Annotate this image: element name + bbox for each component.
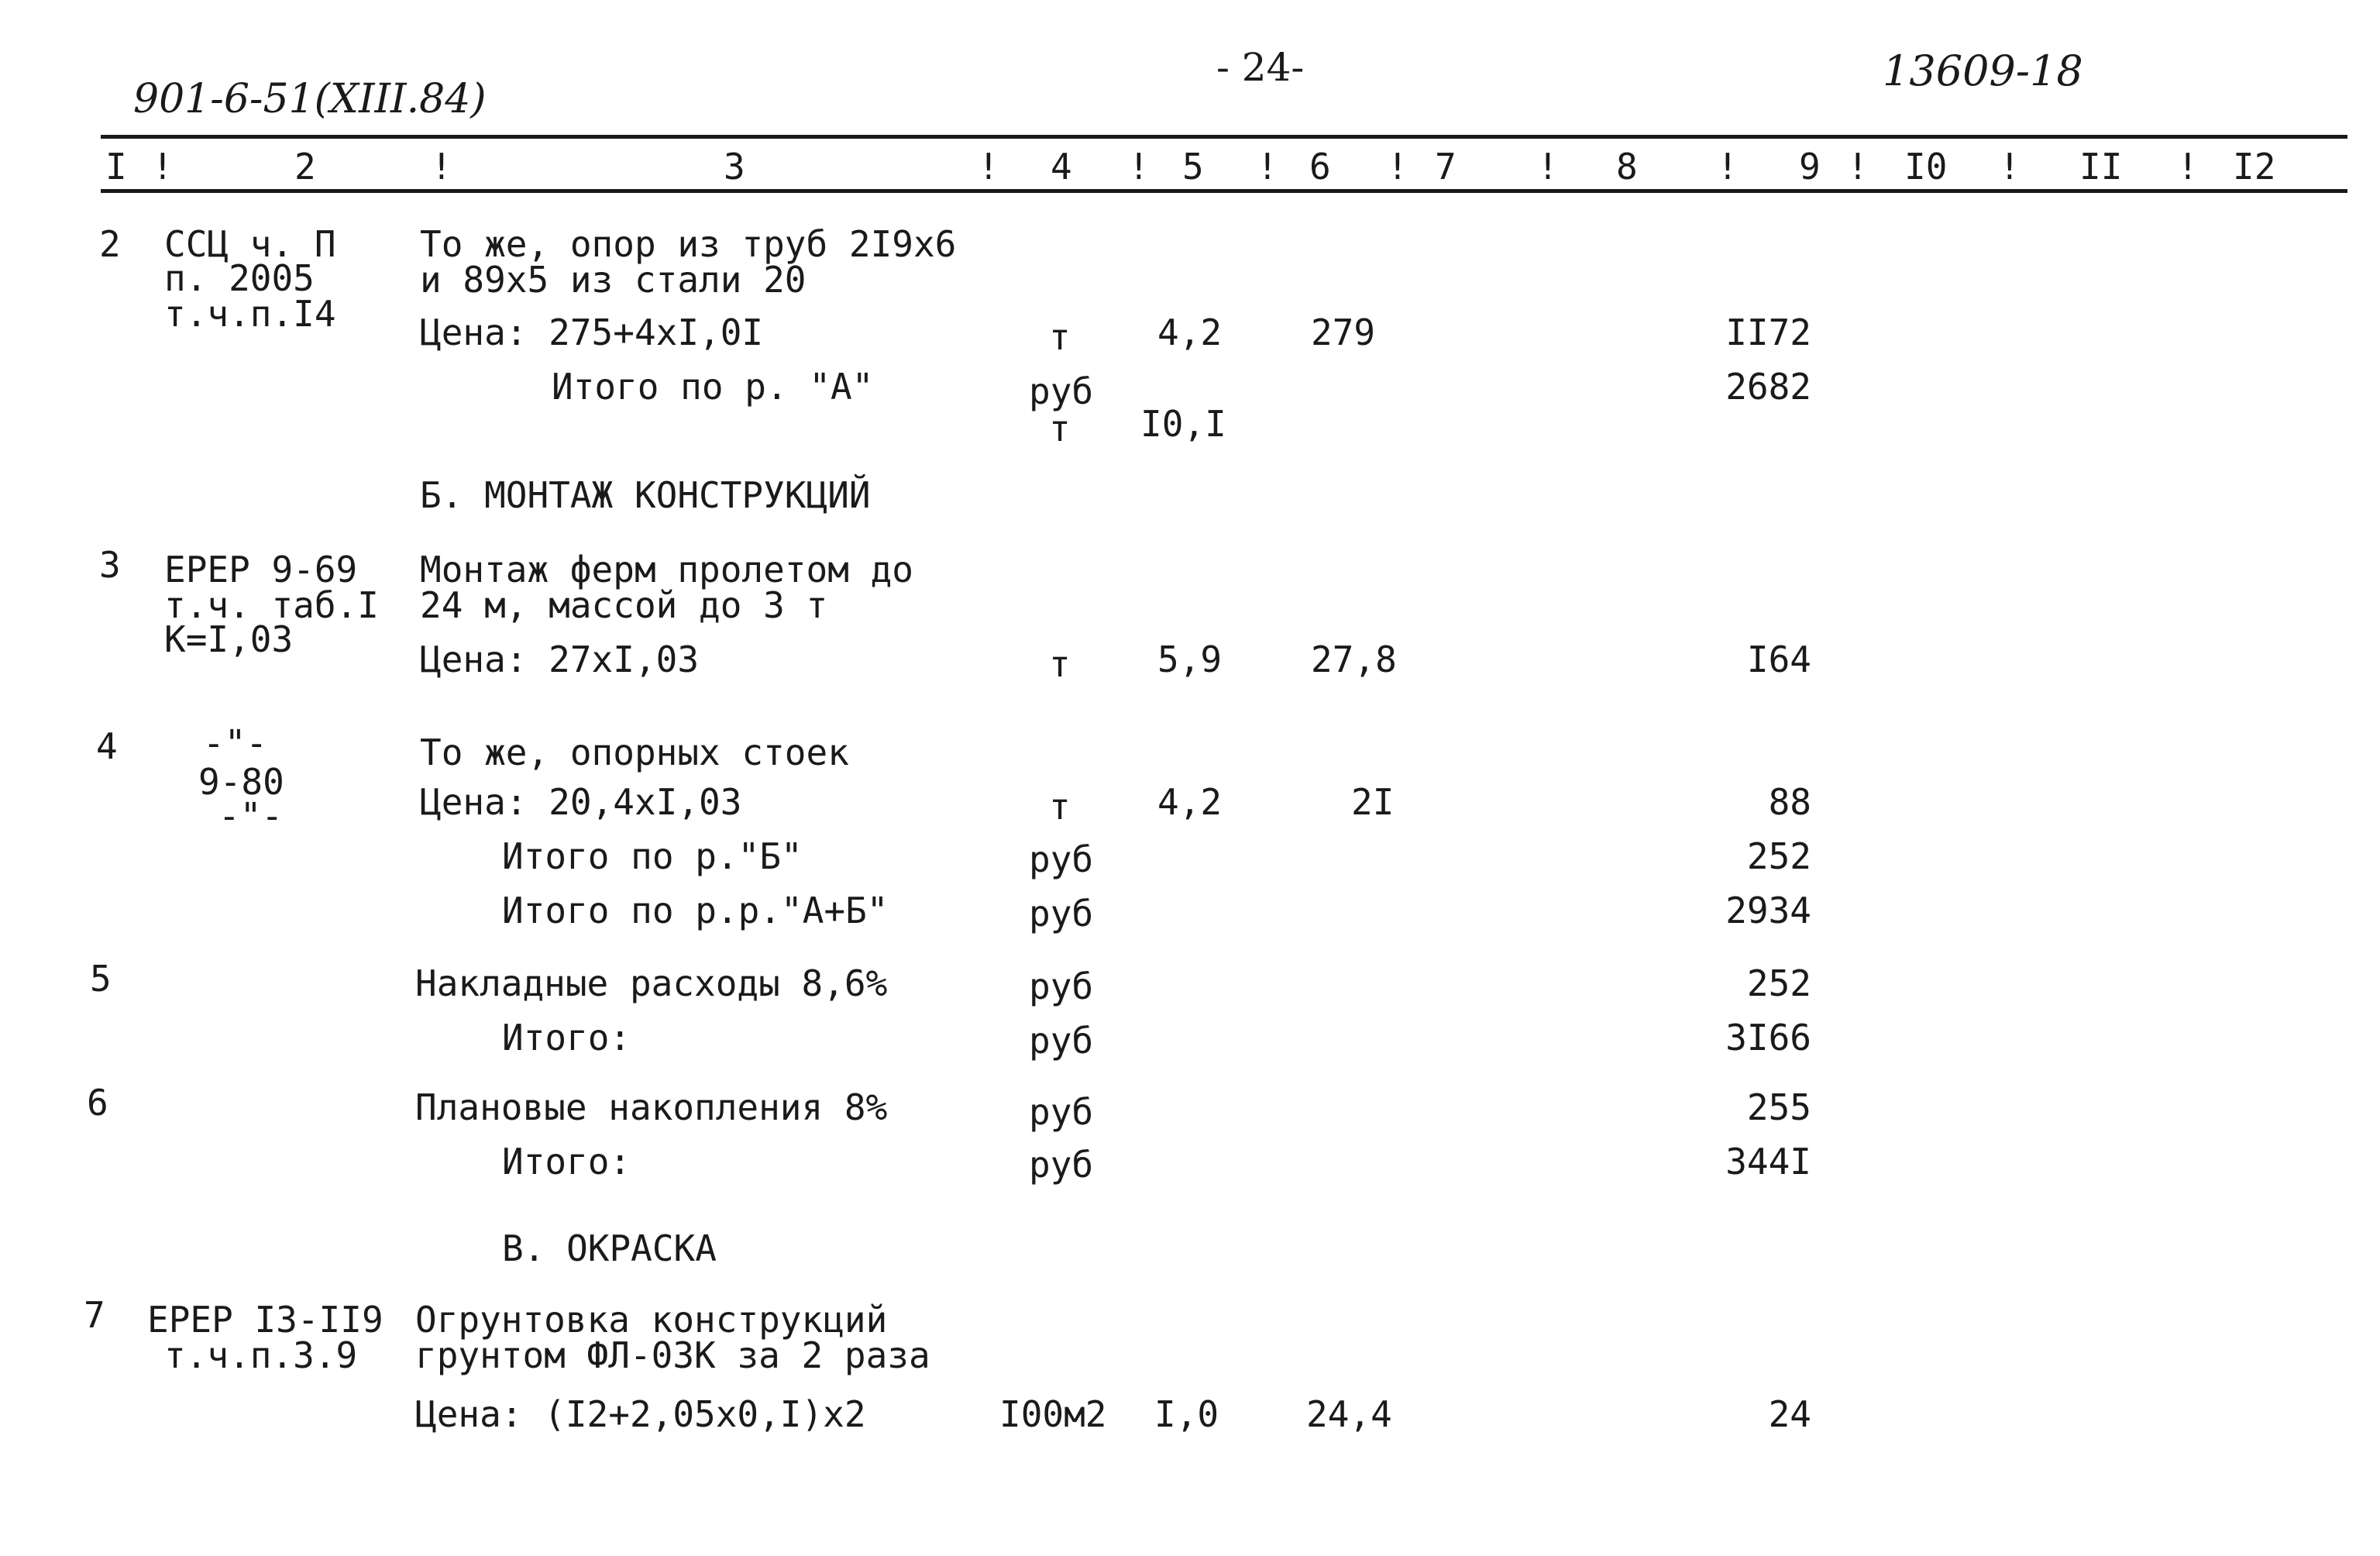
col-header-8: 8	[1616, 146, 1638, 188]
unit: т	[1049, 316, 1071, 358]
col-header-10: I0	[1904, 146, 1948, 188]
item-description: 24 м, массой до 3 т	[420, 584, 828, 626]
subtotal-label: Итого по р. "А"	[552, 366, 874, 408]
price-formula: Цена: 20,4хI,03	[420, 781, 742, 823]
unit-price: 2I	[1351, 781, 1395, 823]
col-header-9: 9	[1799, 146, 1821, 188]
column-separator: !	[152, 146, 174, 188]
unit: I00м2	[999, 1393, 1107, 1435]
total-cost: 252	[1746, 962, 1811, 1004]
quantity: I,0	[1154, 1393, 1219, 1435]
total-cost: I64	[1746, 639, 1811, 680]
col-header-12: I2	[2233, 146, 2276, 188]
subtotal-unit: т	[1049, 408, 1071, 449]
col-header-7: 7	[1435, 146, 1457, 188]
norm-code: К=I,03	[164, 618, 294, 660]
row-number: 3	[99, 544, 121, 586]
subtotal-label: Итого по р."Б"	[502, 835, 803, 877]
section-title: В. ОКРАСКА	[502, 1227, 717, 1269]
col-header-1: I	[105, 146, 127, 188]
row-number: 7	[84, 1294, 105, 1336]
subtotal-unit: руб	[1029, 893, 1094, 935]
item-description: Плановые накопления 8%	[415, 1086, 888, 1128]
column-separator: !	[2177, 146, 2199, 188]
subtotal-quantity: I0,I	[1140, 403, 1226, 445]
unit-price: 279	[1311, 312, 1376, 353]
subtotal-value: 2934	[1725, 890, 1811, 931]
col-header-11: II	[2079, 146, 2123, 188]
unit: руб	[1029, 966, 1094, 1007]
section-title: Б. МОНТАЖ КОНСТРУКЦИЙ	[420, 474, 871, 516]
subtotal-value: 2682	[1725, 366, 1811, 408]
header-bottom-rule	[101, 189, 2347, 193]
col-header-2: 2	[294, 146, 316, 188]
item-description: грунтом ФЛ-03К за 2 раза	[415, 1334, 930, 1376]
column-separator: !	[1128, 146, 1150, 188]
subtotal-value: 344I	[1725, 1141, 1811, 1182]
col-header-3: 3	[724, 146, 745, 188]
item-description: Монтаж ферм пролетом до	[420, 549, 913, 590]
quantity: 4,2	[1157, 312, 1223, 353]
row-number: 5	[90, 958, 112, 1000]
subtotal-label: Итого:	[502, 1017, 631, 1059]
header-top-rule	[101, 135, 2347, 139]
quantity: 4,2	[1157, 781, 1223, 823]
col-header-5: 5	[1182, 146, 1204, 188]
unit: т	[1049, 643, 1071, 685]
norm-code: ЕРЕР I3-II9	[147, 1299, 383, 1341]
subtotal-value: 252	[1746, 835, 1811, 877]
column-separator: !	[1257, 146, 1278, 188]
total-cost: 24	[1768, 1393, 1811, 1435]
subtotal-value: 3I66	[1725, 1017, 1811, 1059]
subtotal-label: Итого по р.р."А+Б"	[502, 890, 889, 931]
column-separator: !	[1999, 146, 2021, 188]
subtotal-unit: руб	[1029, 838, 1094, 880]
norm-code: т.ч. таб.I	[164, 584, 379, 626]
subtotal-unit: руб	[1029, 1144, 1094, 1186]
subtotal-unit: руб	[1029, 370, 1094, 412]
page-number: - 24-	[1216, 45, 1305, 90]
column-separator: !	[978, 146, 999, 188]
price-formula: Цена: 27хI,03	[420, 639, 700, 680]
item-description: То же, опорных стоек	[420, 732, 849, 773]
norm-code: ЕРЕР 9-69	[164, 549, 358, 590]
col-header-6: 6	[1309, 146, 1331, 188]
norm-code: -"-	[218, 795, 284, 837]
document-code: 901-6-51(XIII.84)	[133, 76, 487, 122]
row-number: 4	[96, 725, 118, 767]
price-formula: Цена: (I2+2,05х0,I)х2	[415, 1393, 866, 1435]
column-separator: !	[1387, 146, 1408, 188]
norm-code: т.ч.п.3.9	[164, 1334, 358, 1376]
item-description: То же, опор из труб 2I9х6	[420, 223, 957, 265]
subtotal-unit: руб	[1029, 1020, 1094, 1062]
price-formula: Цена: 275+4хI,0I	[420, 312, 764, 353]
unit: т	[1049, 786, 1071, 828]
total-cost: 255	[1746, 1086, 1811, 1128]
norm-code: т.ч.п.I4	[164, 293, 336, 335]
sheet-number: 13609-18	[1883, 46, 2083, 95]
norm-code: п. 2005	[164, 257, 315, 299]
unit-price: 27,8	[1311, 639, 1397, 680]
col-header-4: 4	[1051, 146, 1072, 188]
column-separator: !	[431, 146, 452, 188]
unit-price: 24,4	[1306, 1393, 1392, 1435]
total-cost: II72	[1725, 312, 1811, 353]
unit: руб	[1029, 1091, 1094, 1133]
item-description: и 89х5 из стали 20	[420, 259, 807, 301]
column-separator: !	[1847, 146, 1869, 188]
norm-code: -"-	[203, 722, 268, 764]
norm-code: 9-80	[198, 761, 284, 803]
row-number: 6	[87, 1082, 108, 1124]
row-number: 2	[99, 223, 121, 265]
quantity: 5,9	[1157, 639, 1223, 680]
subtotal-label: Итого:	[502, 1141, 631, 1182]
item-description: Огрунтовка конструкций	[415, 1299, 888, 1341]
column-separator: !	[1537, 146, 1559, 188]
norm-code: ССЦ ч. П	[164, 223, 336, 265]
column-separator: !	[1717, 146, 1739, 188]
total-cost: 88	[1768, 781, 1811, 823]
item-description: Накладные расходы 8,6%	[415, 962, 888, 1004]
